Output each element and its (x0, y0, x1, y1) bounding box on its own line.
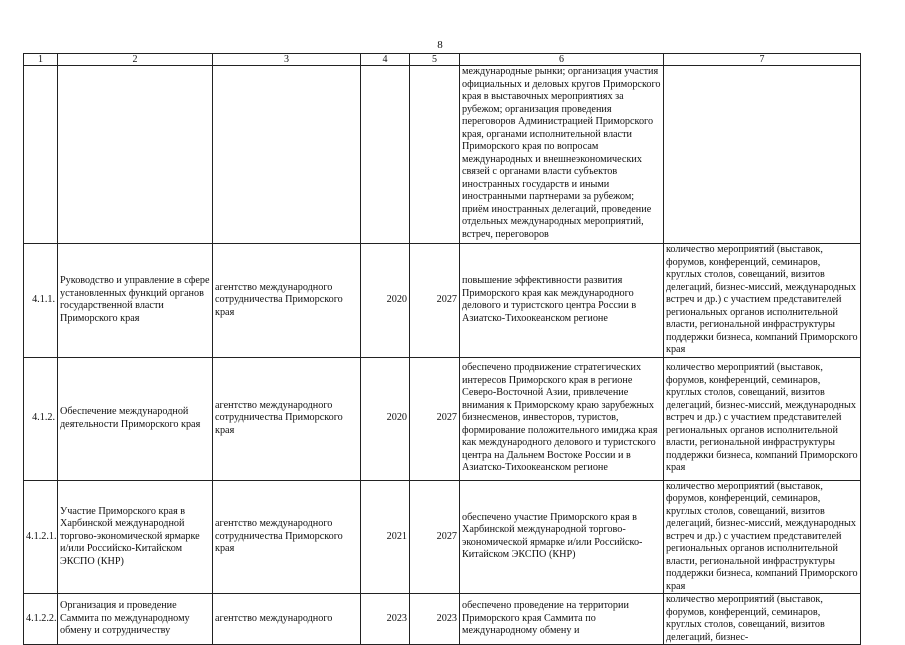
cell-start-year: 2020 (361, 244, 410, 358)
table-row (24, 357, 861, 480)
cell-result: повышение эффективности развития Приморского края как международного делового и туристского центра России в Азиатско-Тихоокеанском регионе (460, 244, 664, 358)
table-row (24, 594, 861, 645)
cell-end-year: 2027 (410, 480, 460, 594)
cell-result: обеспечено проведение на территории Приморского края Саммита по международному обмену и (460, 594, 664, 645)
cell-start-year: 2023 (361, 594, 410, 645)
header-cell: 2 (58, 54, 213, 66)
cell-result: обеспечено продвижение стратегических интересов Приморского края в регионе Северо-Восточной Азии, привлечение внимания к Приморскому краю зарубежных бизнесменов, инвесторов, туристов, формирование положительного имиджа края как международного делового и туристского центра на Дальнем Востоке России и в Азиатско-Тихоокеанском регионе (460, 357, 664, 480)
table-row (24, 66, 861, 244)
cell-name (58, 66, 213, 244)
header-cell: 4 (361, 54, 410, 66)
cell-id: 4.1.2.1. (24, 480, 58, 594)
cell-name: Обеспечение международной деятельности Приморского края (58, 357, 213, 480)
header-cell: 7 (664, 54, 861, 66)
cell-name: Организация и проведение Саммита по международному обмену и сотрудничеству (58, 594, 213, 645)
cell-id: 4.1.1. (24, 244, 58, 358)
table-row (24, 244, 861, 358)
cell-indicator: количество мероприятий (выставок, форумов, конференций, семинаров, круглых столов, совещаний, визитов делегаций, бизнес-миссий, международных встреч и др.) с участием представителей региональных органов исполнительной власти, региональной инфраструктуры поддержки бизнеса, компаний Приморского края (664, 480, 861, 594)
cell-name: Руководство и управление в сфере установленных функций органов государственной власти Приморского края (58, 244, 213, 358)
header-row (24, 54, 861, 66)
cell-executor (213, 66, 361, 244)
cell-result: международные рынки; организация участия официальных и деловых кругов Приморского края в выставочных мероприятиях за рубежом; организация проведения переговоров Администрацией Приморского края, органами исполнительной власти Приморского края по вопросам международных и внешнеэкономических связей с органами власти субъектов иностранных государств и иными иностранными партнерами за рубежом; приём иностранных делегаций, проведение отдельных международных мероприятий, встреч, переговоров (460, 66, 664, 244)
cell-executor: агентство международного (213, 594, 361, 645)
cell-indicator: количество мероприятий (выставок, форумов, конференций, семинаров, круглых столов, совещаний, визитов делегаций, бизнес-миссий, международных встреч и др.) с участием представителей региональных органов исполнительной власти, региональной инфраструктуры поддержки бизнеса, компаний Приморского края (664, 244, 861, 358)
cell-start-year: 2021 (361, 480, 410, 594)
cell-end-year: 2023 (410, 594, 460, 645)
cell-id: 4.1.2.2. (24, 594, 58, 645)
cell-name: Участие Приморского края в Харбинской международной торгово-экономической ярмарке и/или Российско-Китайском ЭКСПО (КНР) (58, 480, 213, 594)
cell-executor: агентство международного сотрудничества Приморского края (213, 357, 361, 480)
cell-start-year: 2020 (361, 357, 410, 480)
table-row (24, 480, 861, 594)
cell-end-year (410, 66, 460, 244)
header-cell: 6 (460, 54, 664, 66)
cell-executor: агентство международного сотрудничества Приморского края (213, 244, 361, 358)
cell-id: 4.1.2. (24, 357, 58, 480)
page-number: 8 (437, 39, 443, 51)
cell-indicator: количество мероприятий (выставок, форумов, конференций, семинаров, круглых столов, совещаний, визитов делегаций, бизнес- (664, 594, 861, 645)
cell-id (24, 66, 58, 244)
cell-executor: агентство международного сотрудничества Приморского края (213, 480, 361, 594)
cell-result: обеспечено участие Приморского края в Харбинской международной торгово-экономической ярмарке и/или Российско-Китайском ЭКСПО (КНР) (460, 480, 664, 594)
header-cell: 5 (410, 54, 460, 66)
cell-end-year: 2027 (410, 244, 460, 358)
header-cell: 3 (213, 54, 361, 66)
header-cell: 1 (24, 54, 58, 66)
cell-start-year (361, 66, 410, 244)
cell-indicator (664, 66, 861, 244)
cell-indicator: количество мероприятий (выставок, форумов, конференций, семинаров, круглых столов, совещаний, визитов делегаций, бизнес-миссий, международных встреч и др.) с участием представителей региональных органов исполнительной власти, региональной инфраструктуры поддержки бизнеса, компаний Приморского края (664, 357, 861, 480)
cell-end-year: 2027 (410, 357, 460, 480)
program-table (23, 53, 861, 645)
